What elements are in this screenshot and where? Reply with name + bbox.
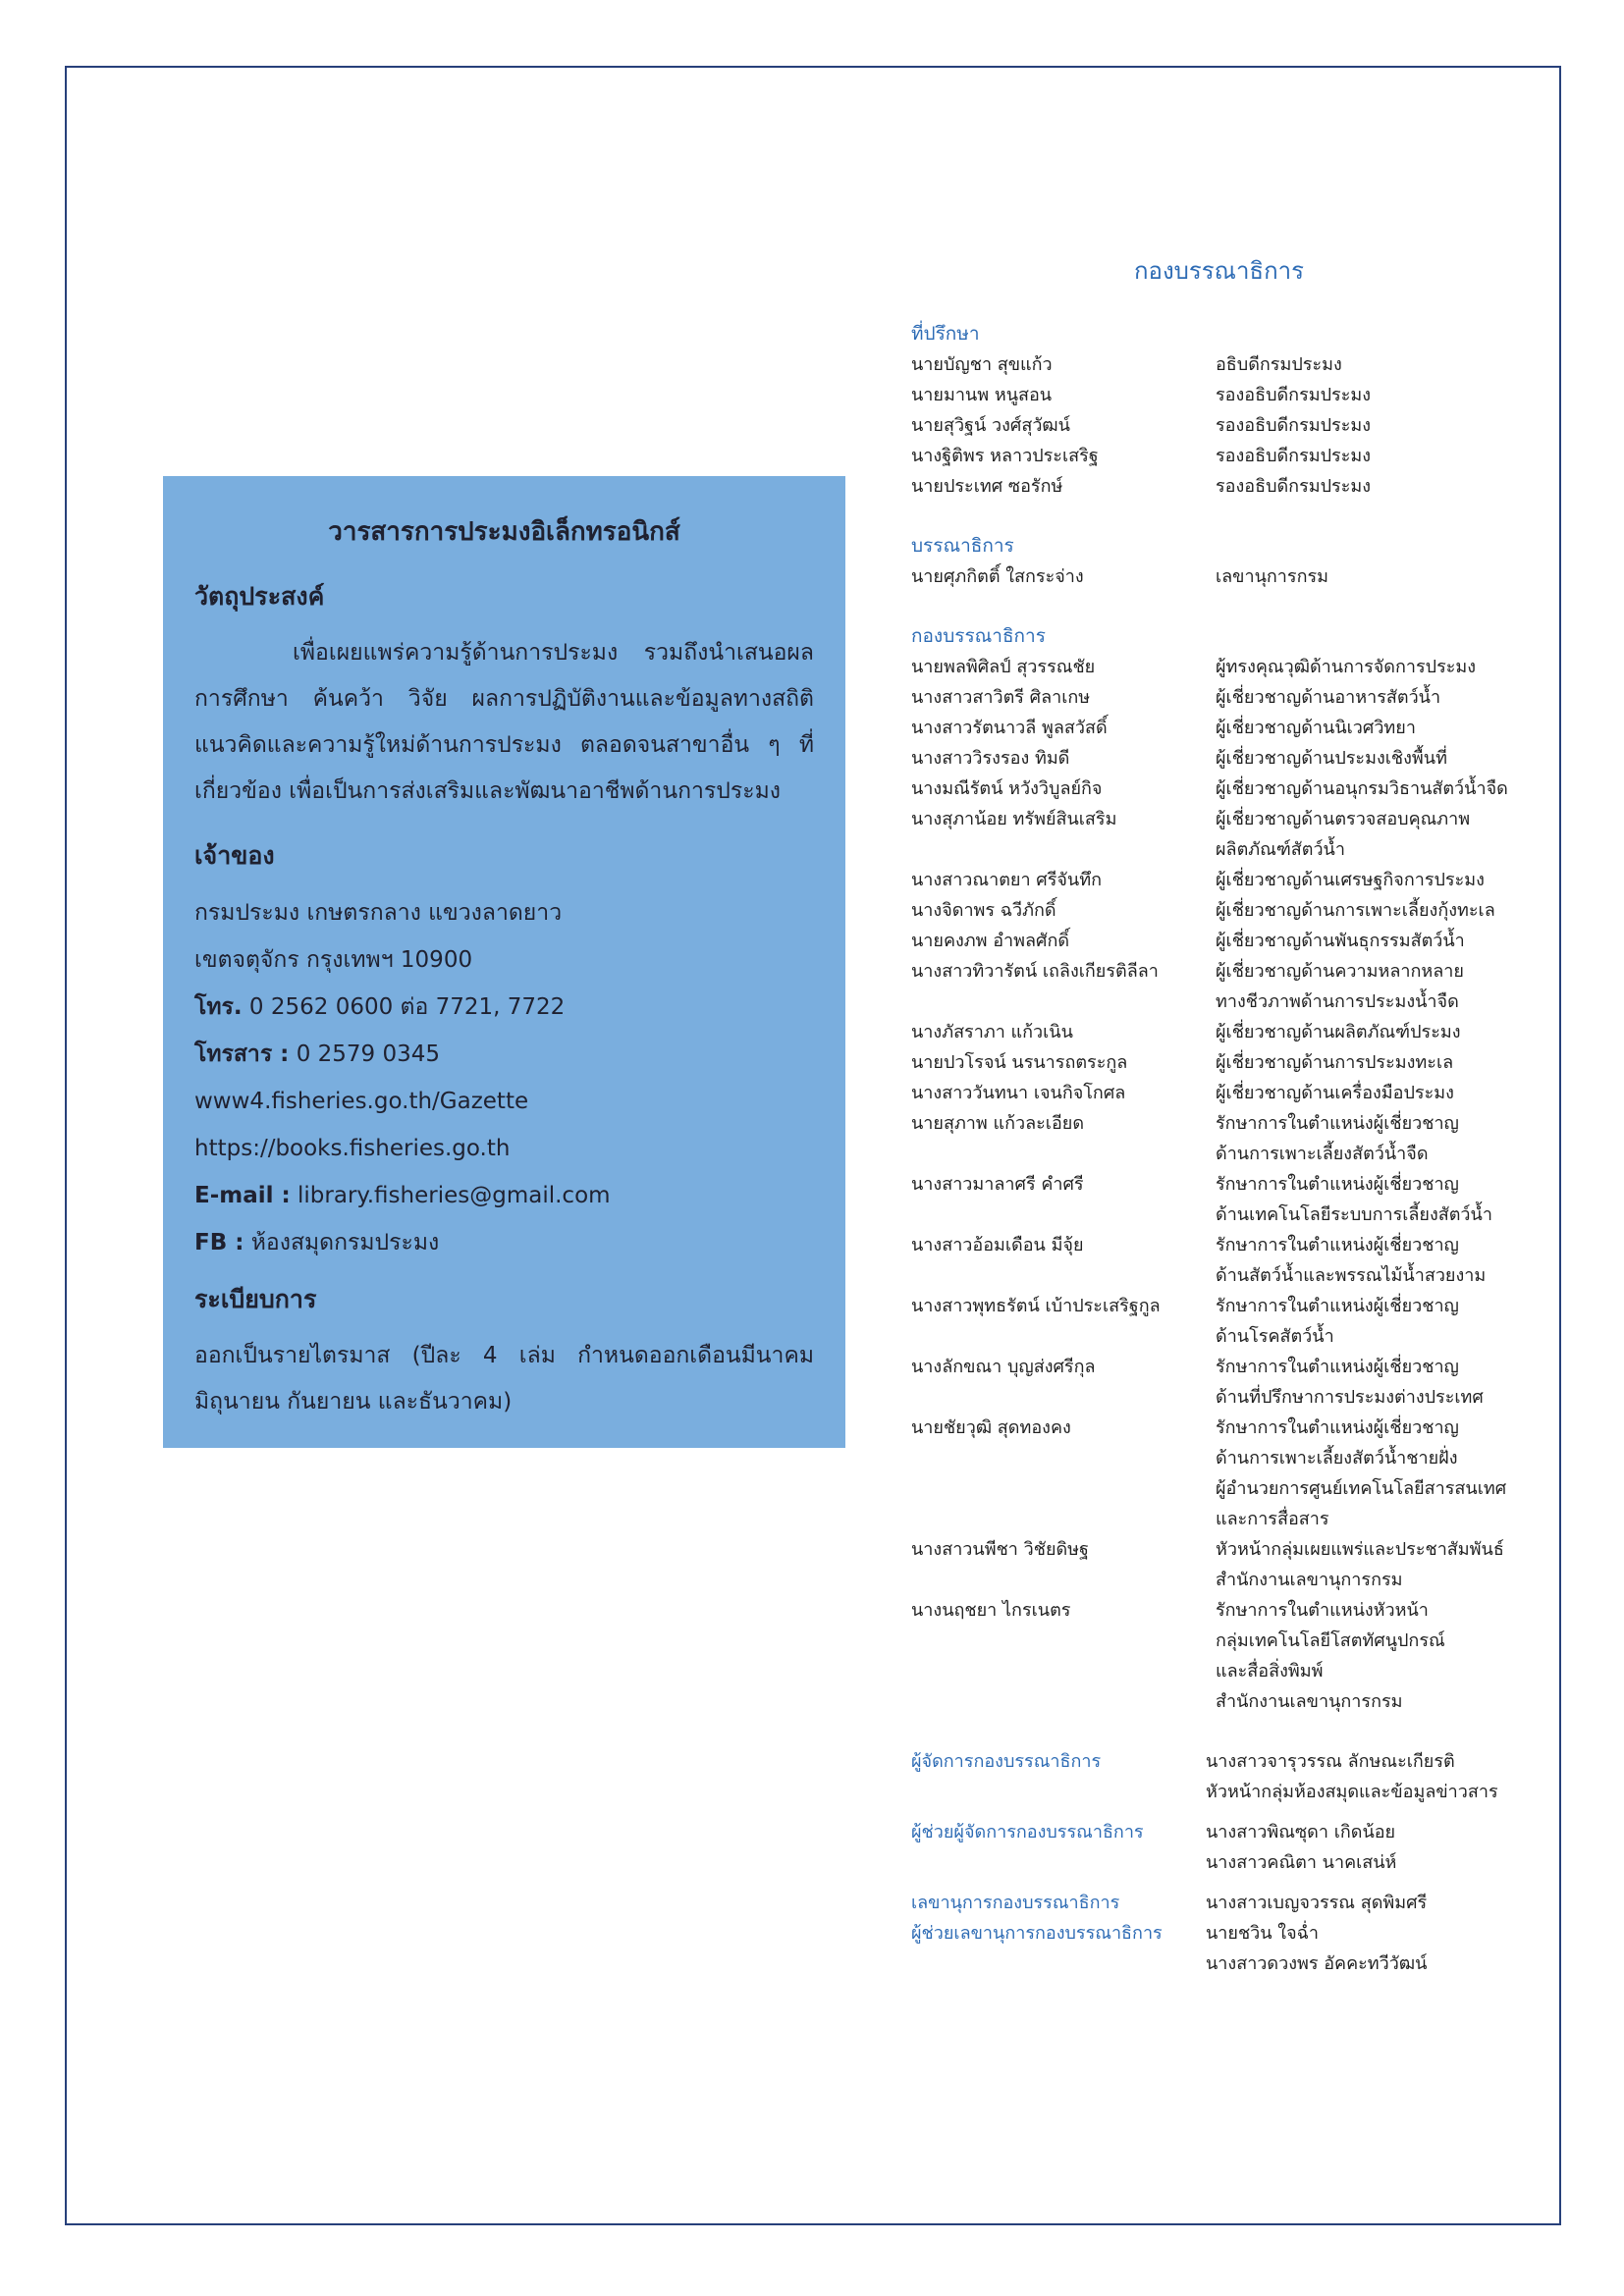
person-row [911,380,1540,410]
website-gazette-link[interactable]: www4.fisheries.go.th/Gazette [194,1089,529,1114]
person-name: นางสาวมาลาศรี คำศรี [911,1174,1084,1195]
position-line: รองอธิบดีกรมประมง [1216,446,1372,466]
position-line: ผลิตภัณฑ์สัตว์น้ำ [1216,839,1345,860]
position-line: ผู้เชี่ยวชาญด้านพันธุกรรมสัตว์น้ำ [1216,931,1465,951]
owner-address-2: เขตจตุจักร กรุงเทพฯ 10900 [194,947,473,973]
person-row [911,804,1540,865]
board-members-list [911,652,1540,1717]
manager-role: เลขานุการกองบรรณาธิการ [911,1893,1120,1913]
objective-paragraph [194,630,814,815]
website-books-link[interactable]: https://books.fisheries.go.th [194,1136,511,1161]
person-row [911,1413,1540,1534]
person-row [911,865,1540,895]
position-line: รักษาการในตำแหน่งผู้เชี่ยวชาญ [1216,1357,1459,1377]
manager-names [1206,1888,1540,1918]
person-row [911,1108,1540,1169]
person-name: นางสาวทิวารัตน์ เถลิงเกียรติลีลา [911,961,1159,982]
position-line: ด้านการเพาะเลี้ยงสัตว์น้ำจืด [1216,1144,1429,1164]
person-name: นายคงภพ อำพลศักดิ์ [911,931,1070,951]
person-name: นางนฤชยา ไกรเนตร [911,1600,1071,1621]
person-row [911,1291,1540,1352]
owner-heading: เจ้าของ [194,841,275,870]
manager-names [1206,1746,1540,1807]
email [194,1172,814,1219]
objective-text: เพื่อเผยแพร่ความรู้ด้านการประมง รวมถึงนำเสนอผลการศึกษา ค้นคว้า วิจัย ผลการปฏิบัติงานและข้อมูลทางสถิติ แนวคิดและความรู้ใหม่ด้านการประมง ตลอดจนสาขาอื่น ๆ ที่เกี่ยวข้อง เพื่อเป็นการส่งเสริมและพัฒนาอาชีพด้านการประมง [194,640,814,804]
person-row [911,410,1540,441]
person-row [911,349,1540,380]
position-line: ด้านที่ปรึกษาการประมงต่างประเทศ [1216,1387,1484,1408]
position-line: ด้านสัตว์น้ำและพรรณไม้น้ำสวยงาม [1216,1265,1487,1286]
manager-names [1206,1918,1540,1979]
position-line: กลุ่มเทคโนโลยีโสตทัศนูปกรณ์ [1216,1630,1445,1651]
editors-list [911,561,1540,592]
person-row [911,1169,1540,1230]
person-name: นางสาวรัตนาวลี พูลสวัสดิ์ [911,718,1108,738]
manager-name-line: นางสาวจารุวรรณ ลักษณะเกียรติ [1206,1751,1455,1772]
manager-name-line: นางสาวคณิตา นาคเสน่ห์ [1206,1852,1397,1873]
person-position [1216,380,1540,410]
position-line: ทางชีวภาพด้านการประมงน้ำจืด [1216,991,1459,1012]
person-position [1216,1291,1540,1352]
position-line: ผู้เชี่ยวชาญด้านการประมงทะเล [1216,1052,1454,1073]
person-name: นางลักขณา บุญส่งศรีกุล [911,1357,1096,1377]
person-name: นายบัญชา สุขแก้ว [911,354,1053,375]
person-row [911,1352,1540,1413]
person-position [1216,804,1540,865]
owner-address-1: กรมประมง เกษตรกลาง แขวงลาดยาว [194,900,563,926]
email-label: E-mail : [194,1183,291,1208]
schedule-heading: ระเบียบการ [194,1285,317,1313]
position-line: ด้านโรคสัตว์น้ำ [1216,1326,1334,1347]
person-row [911,895,1540,926]
manager-names [1206,1817,1540,1878]
editor-heading: บรรณาธิการ [911,535,1014,557]
person-row [911,441,1540,471]
manager-row [911,1918,1540,1979]
manager-name-line: หัวหน้ากลุ่มห้องสมุดและข้อมูลข่าวสาร [1206,1782,1498,1802]
advisors-heading: ที่ปรึกษา [911,323,980,345]
position-line: ผู้เชี่ยวชาญด้านเครื่องมือประมง [1216,1083,1454,1103]
journal-title: วารสารการประมงอิเล็กทรอนิกส์ [328,517,680,547]
person-name: นางสุภาน้อย ทรัพย์สินเสริม [911,809,1117,829]
person-row [911,652,1540,682]
fax [194,1031,814,1078]
position-line: รักษาการในตำแหน่งผู้เชี่ยวชาญ [1216,1417,1459,1438]
person-row [911,1078,1540,1108]
position-line: รองอธิบดีกรมประมง [1216,415,1372,436]
position-line: หัวหน้ากลุ่มเผยแพร่และประชาสัมพันธ์ [1216,1539,1504,1560]
person-position [1216,682,1540,713]
manager-row [911,1746,1540,1807]
person-name: นายประเทศ ซอรักษ์ [911,476,1063,497]
position-line: ผู้เชี่ยวชาญด้านเศรษฐกิจการประมง [1216,870,1485,890]
position-line: ผู้เชี่ยวชาญด้านความหลากหลาย [1216,961,1464,982]
position-line: และการสื่อสาร [1216,1509,1329,1529]
person-name: นางสาวสาวิตรี ศิลาเกษ [911,687,1091,708]
person-name: นายสุวิฐน์ วงศ์สุวัฒน์ [911,415,1070,436]
person-position [1216,1169,1540,1230]
position-line: สำนักงานเลขานุการกรม [1216,1570,1403,1590]
person-name: นางภัสราภา แก้วเนิน [911,1022,1073,1042]
person-position [1216,1017,1540,1047]
person-name: นางสาวอ้อมเดือน มีจุ้ย [911,1235,1084,1255]
person-name: นางสาววันทนา เจนกิจโกศล [911,1083,1126,1103]
person-row [911,1047,1540,1078]
person-position [1216,1595,1540,1717]
position-line: ผู้เชี่ยวชาญด้านการเพาะเลี้ยงกุ้งทะเล [1216,900,1495,921]
person-position [1216,1230,1540,1291]
person-position [1216,926,1540,956]
manager-name-line: นางสาวดวงพร อัคคะทวีวัฒน์ [1206,1953,1428,1974]
position-line: ด้านเทคโนโลยีระบบการเลี้ยงสัตว์น้ำ [1216,1204,1492,1225]
position-line: ผู้เชี่ยวชาญด้านผลิตภัณฑ์ประมง [1216,1022,1461,1042]
person-position [1216,1413,1540,1534]
position-line: รักษาการในตำแหน่งผู้เชี่ยวชาญ [1216,1296,1459,1316]
person-row [911,1230,1540,1291]
position-line: สำนักงานเลขานุการกรม [1216,1691,1403,1712]
person-name: นางฐิติพร หลาวประเสริฐ [911,446,1099,466]
person-row [911,743,1540,774]
editorial-board-list [911,319,1540,1979]
position-line: ด้านการเพาะเลี้ยงสัตว์น้ำชายฝั่ง [1216,1448,1458,1468]
fax-label: โทรสาร : [194,1041,290,1067]
person-row [911,561,1540,592]
person-position [1216,441,1540,471]
facebook-value: ห้องสมุดกรมประมง [244,1230,440,1255]
person-name: นางมณีรัตน์ หวังวิบูลย์กิจ [911,778,1103,799]
position-line: รักษาการในตำแหน่งผู้เชี่ยวชาญ [1216,1174,1459,1195]
person-position [1216,1108,1540,1169]
person-position [1216,865,1540,895]
telephone-value: 0 2562 0600 ต่อ 7721, 7722 [242,994,566,1020]
person-row [911,682,1540,713]
journal-info-box [163,476,845,1448]
position-line: รองอธิบดีกรมประมง [1216,385,1372,405]
objective-heading: วัตถุประสงค์ [194,582,325,611]
person-position [1216,349,1540,380]
position-line: ผู้เชี่ยวชาญด้านอาหารสัตว์น้ำ [1216,687,1441,708]
position-line: ผู้เชี่ยวชาญด้านนิเวศวิทยา [1216,718,1416,738]
person-row [911,471,1540,502]
manager-row [911,1888,1540,1918]
person-name: นางสาวพุทธรัตน์ เบ้าประเสริฐกูล [911,1296,1161,1316]
position-line: รักษาการในตำแหน่งผู้เชี่ยวชาญ [1216,1113,1459,1134]
person-row [911,774,1540,804]
person-name: นางจิดาพร ฉวีภักดิ์ [911,900,1056,921]
manager-role: ผู้ช่วยเลขานุการกองบรรณาธิการ [911,1923,1163,1944]
person-name: นายศุภกิตติ์ ใสกระจ่าง [911,566,1084,587]
editorial-board-title: กองบรรณาธิการ [1134,257,1304,285]
person-position [1216,652,1540,682]
fax-value: 0 2579 0345 [289,1041,441,1067]
position-line: รักษาการในตำแหน่งผู้เชี่ยวชาญ [1216,1235,1459,1255]
position-line: อธิบดีกรมประมง [1216,354,1342,375]
person-row [911,1017,1540,1047]
person-position [1216,471,1540,502]
person-position [1216,410,1540,441]
facebook-label: FB : [194,1230,244,1255]
manager-role: ผู้ช่วยผู้จัดการกองบรรณาธิการ [911,1822,1144,1842]
telephone-label: โทร. [194,994,243,1020]
manager-name-line: นางสาวพิณซุดา เกิดน้อย [1206,1822,1396,1842]
position-line: รักษาการในตำแหน่งหัวหน้า [1216,1600,1429,1621]
person-name: นายสุภาพ แก้วละเอียด [911,1113,1085,1134]
person-row [911,1595,1540,1717]
position-line: ผู้เชี่ยวชาญด้านประมงเชิงพื้นที่ [1216,748,1447,769]
advisors-list [911,349,1540,502]
manager-name-line: นายชวิน ใจฉ่ำ [1206,1923,1320,1944]
person-position [1216,1534,1540,1595]
person-name: นางสาวณาตยา ศรีจันทึก [911,870,1102,890]
managers-list [911,1746,1540,1979]
person-position [1216,1352,1540,1413]
person-position [1216,743,1540,774]
manager-role: ผู้จัดการกองบรรณาธิการ [911,1751,1102,1772]
facebook [194,1219,814,1266]
person-position [1216,895,1540,926]
person-position [1216,774,1540,804]
email-value[interactable]: library.fisheries@gmail.com [290,1183,611,1208]
manager-name-line: นางสาวเบญจวรรณ สุดพิมศรี [1206,1893,1428,1913]
board-members-heading: กองบรรณาธิการ [911,625,1046,647]
person-row [911,713,1540,743]
person-name: นายปวโรจน์ นรนารถตระกูล [911,1052,1128,1073]
position-line: ผู้อำนวยการศูนย์เทคโนโลยีสารสนเทศ [1216,1478,1507,1499]
schedule-text: ออกเป็นรายไตรมาส (ปีละ 4 เล่ม กำหนดออกเดือนมีนาคม มิถุนายน กันยายน และธันวาคม) [194,1343,814,1415]
person-position [1216,956,1540,1017]
person-position [1216,561,1540,592]
position-line: ผู้ทรงคุณวุฒิด้านการจัดการประมง [1216,657,1477,677]
person-position [1216,1047,1540,1078]
person-row [911,926,1540,956]
person-name: นางสาววิรงรอง ทิมดี [911,748,1070,769]
manager-row [911,1817,1540,1878]
person-row [911,1534,1540,1595]
position-line: ผู้เชี่ยวชาญด้านอนุกรมวิธานสัตว์น้ำจืด [1216,778,1508,799]
position-line: และสื่อสิ่งพิมพ์ [1216,1661,1324,1682]
person-name: นายมานพ หนูสอน [911,385,1053,405]
telephone [194,984,814,1031]
person-name: นายพลพิศิลป์ สุวรรณชัย [911,657,1096,677]
person-row [911,956,1540,1017]
person-position [1216,713,1540,743]
position-line: ผู้เชี่ยวชาญด้านตรวจสอบคุณภาพ [1216,809,1471,829]
person-name: นายชัยวุฒิ สุดทองคง [911,1417,1071,1438]
position-line: รองอธิบดีกรมประมง [1216,476,1372,497]
position-line: เลขานุการกรม [1216,566,1329,587]
person-position [1216,1078,1540,1108]
person-name: นางสาวนพีชา วิชัยดิษฐ [911,1539,1089,1560]
